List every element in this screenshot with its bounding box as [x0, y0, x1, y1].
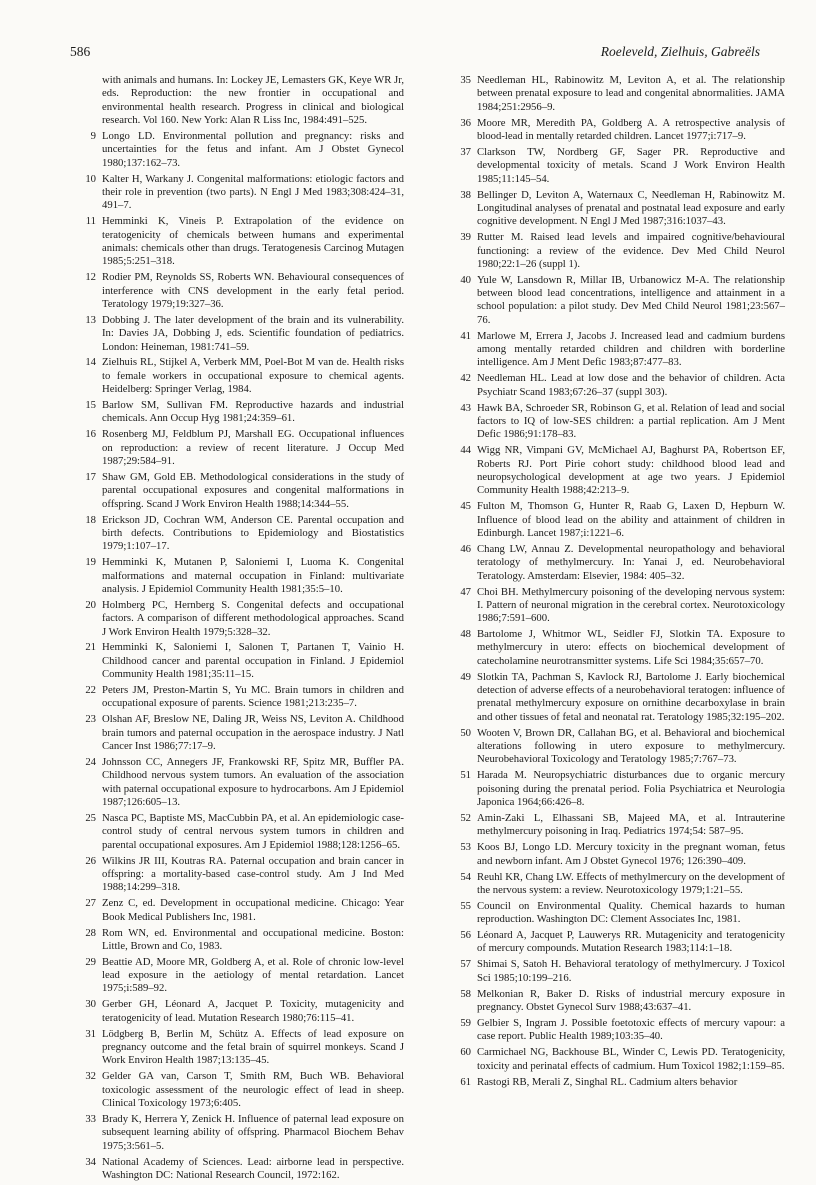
reference-entry	[449, 500, 785, 540]
reference-entry	[449, 586, 785, 626]
references-left-column	[74, 74, 404, 1185]
reference-number: 22	[85, 684, 96, 697]
reference-text: Needleman HL, Rabinowitz M, Leviton A, et al. The relationship between prenatal exposure to lead and congenital abnormalities. JAMA 1984;251:2956–9.	[477, 74, 785, 113]
reference-entry	[74, 556, 404, 596]
reference-text: Léonard A, Jacquet P, Lauwerys RR. Mutagenicity and teratogenicity of mercury compounds. Mutation Research 1983;114:1–18.	[477, 929, 785, 955]
reference-text: Shimai S, Satoh H. Behavioral teratology of methylmercury. J Toxicol Sci 1985;10:199–216.	[477, 958, 785, 984]
reference-text: Hawk BA, Schroeder SR, Robinson G, et al. Relation of lead and social factors to IQ of low-SES children: a partial replication. Am J Ment Defic 1986;91:178–83.	[477, 401, 785, 441]
reference-entry	[449, 628, 785, 668]
reference-text: Rosenberg MJ, Feldblum PJ, Marshall EG. Occupational influences on reproduction: a review of recent literature. J Occup Med 1987;29:584–91.	[102, 428, 404, 468]
reference-entry	[449, 900, 785, 927]
reference-entry	[74, 684, 404, 711]
reference-entry	[74, 428, 404, 468]
reference-number: 15	[85, 399, 96, 412]
reference-entry	[74, 1113, 404, 1153]
reference-number: 60	[460, 1046, 471, 1059]
reference-entry	[449, 74, 785, 114]
reference-number: 52	[460, 811, 471, 824]
reference-number: 19	[85, 556, 96, 569]
reference-text: Shaw GM, Gold EB. Methodological considerations in the study of parental occupational exposures and congenital malformations in offspring. Scand J Work Environ Health 1988;14:344–55.	[102, 470, 404, 510]
reference-text: Marlowe M, Errera J, Jacobs J. Increased lead and cadmium burdens among mentally retarded children and children with borderline intelligence. Am J Ment Defic 1983;87:477–83.	[477, 329, 785, 369]
reference-number: 31	[85, 1027, 96, 1040]
reference-number: 14	[85, 356, 96, 369]
reference-entry	[449, 146, 785, 186]
reference-number: 46	[460, 542, 471, 555]
reference-text: Yule W, Lansdown R, Millar IB, Urbanowicz M-A. The relationship between blood lead concentrations, intelligence and attainment in a school population: a pilot study. Dev Med Child Neurol 1981;23:567–76.	[477, 273, 785, 326]
reference-entry	[74, 897, 404, 924]
reference-text: Kalter H, Warkany J. Congenital malformations: etiologic factors and their role in prevention (two parts). N Engl J Med 1983;308:424–31, 491–7.	[102, 172, 404, 212]
references-right-column	[449, 74, 785, 1091]
reference-number: 50	[460, 726, 471, 739]
reference-number: 40	[460, 273, 471, 286]
reference-number: 35	[460, 74, 471, 86]
reference-entry	[74, 1156, 404, 1183]
reference-number: 51	[460, 769, 471, 782]
reference-text: Gerber GH, Léonard A, Jacquet P. Toxicity, mutagenicity and teratogenicity of lead. Mutation Research 1980;76:115–41.	[102, 998, 404, 1024]
reference-text: Moore MR, Meredith PA, Goldberg A. A retrospective analysis of blood-lead in mentally retarded children. Lancet 1977;i:717–9.	[477, 116, 785, 142]
page-header	[70, 44, 760, 64]
reference-entry	[74, 756, 404, 809]
reference-entry	[74, 173, 404, 213]
reference-number: 11	[85, 215, 96, 228]
reference-text: Zielhuis RL, Stijkel A, Verberk MM, Poel-Bot M van de. Health risks to female workers in occupational exposure to chemical agents. Heidelberg: Springer Verlag, 1984.	[102, 356, 404, 396]
reference-number: 25	[85, 811, 96, 824]
reference-entry	[449, 988, 785, 1015]
reference-entry	[449, 929, 785, 956]
reference-number: 33	[85, 1112, 96, 1125]
reference-entry	[74, 927, 404, 954]
reference-entry	[449, 769, 785, 809]
reference-number: 38	[460, 188, 471, 201]
reference-text: Lödgberg B, Berlin M, Schütz A. Effects of lead exposure on pregnancy outcome and the fetal brain of squirrel monkeys. Scand J Work Environ Health 1987;13:135–45.	[102, 1027, 404, 1067]
reference-number: 28	[85, 926, 96, 939]
reference-number: 55	[460, 899, 471, 912]
reference-text: Peters JM, Preston-Martin S, Yu MC. Brain tumors in children and occupational exposure of parents. Science 1981;213:235–7.	[102, 684, 404, 710]
reference-number: 42	[460, 372, 471, 385]
reference-number: 48	[460, 628, 471, 641]
reference-entry	[74, 471, 404, 511]
reference-text: Wigg NR, Vimpani GV, McMichael AJ, Baghurst PA, Robertson EF, Roberts RJ. Port Pirie cohort study: childhood blood lead and neuropsychological development at age two years. J Epidemiol Community Health 1988;42:213–9.	[477, 444, 785, 497]
reference-entry	[449, 871, 785, 898]
reference-number: 45	[460, 500, 471, 513]
reference-entry	[74, 74, 404, 127]
reference-number: 16	[85, 428, 96, 441]
reference-entry	[74, 599, 404, 639]
reference-text: Gelbier S, Ingram J. Possible foetotoxic effects of mercury vapour: a case report. Public Health 1989;103:35–40.	[477, 1016, 785, 1043]
reference-entry	[449, 1046, 785, 1073]
reference-number: 34	[85, 1155, 96, 1168]
reference-number: 58	[460, 987, 471, 1000]
reference-entry	[449, 671, 785, 724]
reference-entry	[449, 543, 785, 583]
reference-text: Erickson JD, Cochran WM, Anderson CE. Parental occupation and birth defects. Contributions to Epidemiology and Biostatistics 1979;1:107–17.	[102, 513, 404, 553]
reference-number: 56	[460, 929, 471, 942]
reference-text: Hemminki K, Vineis P. Extrapolation of the evidence on teratogenicity of chemicals between humans and experimental animals: chemicals other than drugs. Teratogenesis Carcinog Mutagen 1985;5:251–318.	[102, 215, 404, 268]
reference-text: Gelder GA van, Carson T, Smith RM, Buch WB. Behavioral toxicologic assessment of the neurologic effect of lead in sheep. Clinical Toxicology 1973;6:405.	[102, 1070, 404, 1109]
reference-text: Council on Environmental Quality. Chemical hazards to human reproduction. Washington DC: Clement Associates Inc, 1981.	[477, 899, 785, 926]
reference-number: 54	[460, 870, 471, 883]
reference-text: Wooten V, Brown DR, Callahan BG, et al. Behavioral and biochemical alterations following in utero exposure to methylmercury. Neurobehavioral Toxicology and Teratology 1985;7:767–73.	[477, 726, 785, 766]
reference-number: 44	[460, 444, 471, 457]
reference-entry	[74, 713, 404, 753]
reference-entry	[449, 812, 785, 839]
reference-text: Slotkin TA, Pachman S, Kavlock RJ, Bartolome J. Early biochemical detection of adverse effects of a neurobehavioral teratogen: influence of prenatal methylmercury exposure on ornithine decarboxylase in brain and other tissues of fetal and neonatal rat. Teratology 1985;32:195–202.	[477, 670, 785, 723]
reference-number: 12	[85, 271, 96, 284]
reference-entry	[449, 1076, 785, 1089]
reference-entry	[74, 271, 404, 311]
reference-entry	[74, 356, 404, 396]
reference-entry	[74, 812, 404, 852]
reference-number: 18	[85, 513, 96, 526]
page-number: 586	[70, 44, 91, 59]
reference-text: Barlow SM, Sullivan FM. Reproductive hazards and industrial chemicals. Ann Occup Hyg 1981;24:359–61.	[102, 399, 404, 425]
reference-text: Koos BJ, Longo LD. Mercury toxicity in the pregnant woman, fetus and newborn infant. Am J Obstet Gynecol 1976; 126:390–409.	[477, 841, 785, 867]
reference-number: 23	[85, 713, 96, 726]
reference-text: Beattie AD, Moore MR, Goldberg A, et al. Role of chronic low-level lead exposure in the aetiology of mental retardation. Lancet 1975;i:589–92.	[102, 955, 404, 995]
reference-number: 43	[460, 401, 471, 414]
reference-text: Olshan AF, Breslow NE, Daling JR, Weiss NS, Leviton A. Childhood brain tumors and paternal occupation in the aerospace industry. J Natl Cancer Inst 1986;77:17–9.	[102, 713, 404, 753]
reference-number: 59	[460, 1016, 471, 1029]
reference-number: 57	[460, 958, 471, 971]
reference-text: Clarkson TW, Nordberg GF, Sager PR. Reproductive and developmental toxicity of metals. Scand J Work Environ Health 1985;11:145–54.	[477, 145, 785, 185]
reference-entry	[74, 514, 404, 554]
reference-number: 9	[90, 129, 96, 142]
reference-number: 32	[85, 1070, 96, 1083]
reference-number: 20	[85, 598, 96, 611]
reference-text: Rodier PM, Reynolds SS, Roberts WN. Behavioural consequences of interference with CNS development in the early fetal period. Teratology 1979;19:327–36.	[102, 271, 404, 310]
reference-text: Choi BH. Methylmercury poisoning of the developing nervous system: I. Pattern of neuronal migration in the cerebral cortex. Neurotoxicology 1986;7:591–600.	[477, 585, 785, 625]
reference-entry	[449, 727, 785, 767]
reference-entry	[74, 314, 404, 354]
reference-number: 53	[460, 841, 471, 854]
reference-text: Fulton M, Thomson G, Hunter R, Raab G, Laxen D, Hepburn W. Influence of blood lead on the ability and attainment of children in Edinburgh. Lancet 1987;i:1221–6.	[477, 500, 785, 539]
reference-text: Dobbing J. The later development of the brain and its vulnerability. In: Davies JA, Dobbing J, eds. Scientific foundation of pediatrics. London: Heineman, 1981:741–59.	[102, 313, 404, 353]
reference-number: 37	[460, 145, 471, 158]
reference-entry	[449, 841, 785, 868]
reference-number: 24	[85, 756, 96, 768]
reference-number: 17	[85, 470, 96, 483]
reference-number: 41	[460, 329, 471, 342]
reference-text: Melkonian R, Baker D. Risks of industrial mercury exposure in pregnancy. Obstet Gynecol Surv 1988;43:637–41.	[477, 987, 785, 1013]
reference-text: Hemminki K, Mutanen P, Saloniemi I, Luoma K. Congenital malformations and maternal occupation in Finland: multivariate analysis. J Epidemiol Community Health 1981;35:5–10.	[102, 556, 404, 595]
reference-text: Nasca PC, Baptiste MS, MacCubbin PA, et al. An epidemiologic case-control study of central nervous system tumors in children and parental occupational exposures. Am J Epidemiol 1988;128:1256–65.	[102, 811, 404, 851]
reference-entry	[449, 372, 785, 399]
reference-text: Holmberg PC, Hernberg S. Congenital defects and occupational factors. A comparison of different methodological approaches. Scand J Work Environ Health 1979;5:328–32.	[102, 598, 404, 638]
reference-text: Reuhl KR, Chang LW. Effects of methylmercury on the development of the nervous system: a review. Neurotoxicology 1979;1:21–55.	[477, 870, 785, 896]
reference-entry	[449, 274, 785, 327]
reference-entry	[74, 855, 404, 895]
reference-entry	[449, 189, 785, 229]
reference-entry	[74, 215, 404, 268]
reference-text: Carmichael NG, Backhouse BL, Winder C, Lewis PD. Teratogenicity, toxicity and perinatal effects of cadmium. Hum Toxicol 1982;1:159–85.	[477, 1046, 785, 1072]
reference-entry	[74, 641, 404, 681]
running-head-authors: Roeleveld, Zielhuis, Gabreëls	[600, 44, 760, 59]
reference-number: 47	[460, 585, 471, 598]
reference-entry	[74, 956, 404, 996]
reference-text: Zenz C, ed. Development in occupational medicine. Chicago: Year Book Medical Publishers Inc, 1981.	[102, 897, 404, 923]
reference-entry	[449, 117, 785, 144]
reference-text: Needleman HL. Lead at low dose and the behavior of children. Acta Psychiatr Scand 1983;67:26–37 (suppl 303).	[477, 372, 785, 398]
reference-number: 27	[85, 897, 96, 910]
reference-entry	[74, 399, 404, 426]
reference-number: 10	[85, 172, 96, 185]
reference-entry	[74, 998, 404, 1025]
reference-text: National Academy of Sciences. Lead: airborne lead in perspective. Washington DC: National Research Council, 1972:162.	[102, 1155, 404, 1181]
reference-text: Rutter M. Raised lead levels and impaired cognitive/behavioural functioning: a review of the evidence. Dev Med Child Neurol 1980;22:1–26 (suppl 1).	[477, 231, 785, 270]
reference-text: Wilkins JR III, Koutras RA. Paternal occupation and brain cancer in offspring: a mortality-based case-control study. Am J Ind Med 1988;14:299–318.	[102, 854, 404, 894]
reference-entry	[449, 1017, 785, 1044]
reference-number: 36	[460, 116, 471, 129]
reference-text: Amin-Zaki L, Elhassani SB, Majeed MA, et al. Intrauterine methylmercury poisoning in Iraq. Pediatrics 1974;54: 587–95.	[477, 811, 785, 838]
reference-number: 21	[85, 641, 96, 654]
reference-entry	[449, 402, 785, 442]
reference-text: Hemminki K, Saloniemi I, Salonen T, Partanen T, Vainio H. Childhood cancer and parental occupation in Finland. J Epidemiol Community Health 1981;35:11–15.	[102, 641, 404, 681]
reference-number: 30	[85, 998, 96, 1011]
reference-text: with animals and humans. In: Lockey JE, Lemasters GK, Keye WR Jr, eds. Reproduction: the new frontier in occupational and environmental health research. Progress in clinical and biological research. Vol 160. New York: Alan R Liss Inc, 1984:491–525.	[102, 74, 404, 127]
reference-number: 39	[460, 231, 471, 244]
reference-number: 26	[85, 854, 96, 867]
reference-entry	[449, 444, 785, 497]
reference-number: 29	[85, 955, 96, 968]
reference-text: Rastogi RB, Merali Z, Singhal RL. Cadmium alters behavior	[477, 1075, 738, 1088]
reference-text: Chang LW, Annau Z. Developmental neuropathology and behavioral teratology of methylmercury. In: Yanai J, ed. Neurobehavioral Teratology. Amsterdam: Elsevier, 1984: 405–32.	[477, 542, 785, 582]
reference-number: 61	[460, 1075, 471, 1088]
reference-entry	[74, 130, 404, 170]
reference-text: Harada M. Neuropsychiatric disturbances due to organic mercury poisoning during the prenatal period. Folia Psychiatrica et Neurologia Japonica 1964;66:426–8.	[477, 769, 785, 809]
reference-text: Brady K, Herrera Y, Zenick H. Influence of paternal lead exposure on subsequent learning ability of offspring. Pharmacol Biochem Behav 1975;3:561–5.	[102, 1112, 404, 1152]
reference-entry	[74, 1070, 404, 1110]
reference-entry	[449, 958, 785, 985]
reference-text: Rom WN, ed. Environmental and occupational medicine. Boston: Little, Brown and Co, 1983.	[102, 926, 404, 952]
reference-entry	[74, 1028, 404, 1068]
reference-entry	[449, 231, 785, 271]
reference-text: Bartolome J, Whitmor WL, Seidler FJ, Slotkin TA. Exposure to methylmercury in utero: effects on biochemical development of catecholamine neurotransmitter systems. Life Sci 1984;35:657–70.	[477, 628, 785, 667]
reference-text: Johnsson CC, Annegers JF, Frankowski RF, Spitz MR, Buffler PA. Childhood nervous system tumors. An evaluation of the association with paternal occupational exposure to hydrocarbons. Am J Epidemiol 1987;126:605–13.	[102, 756, 404, 809]
reference-number: 49	[460, 670, 471, 683]
reference-text: Longo LD. Environmental pollution and pregnancy: risks and uncertainties for the fetus and infant. Am J Obstet Gynecol 1980;137:162–73.	[102, 129, 404, 169]
reference-number: 13	[85, 313, 96, 326]
reference-text: Bellinger D, Leviton A, Waternaux C, Needleman H, Rabinowitz M. Longitudinal analyses of prenatal and postnatal lead exposure and early cognitive development. N Engl J Med 1987;316:1037–43.	[477, 188, 785, 228]
reference-entry	[449, 330, 785, 370]
